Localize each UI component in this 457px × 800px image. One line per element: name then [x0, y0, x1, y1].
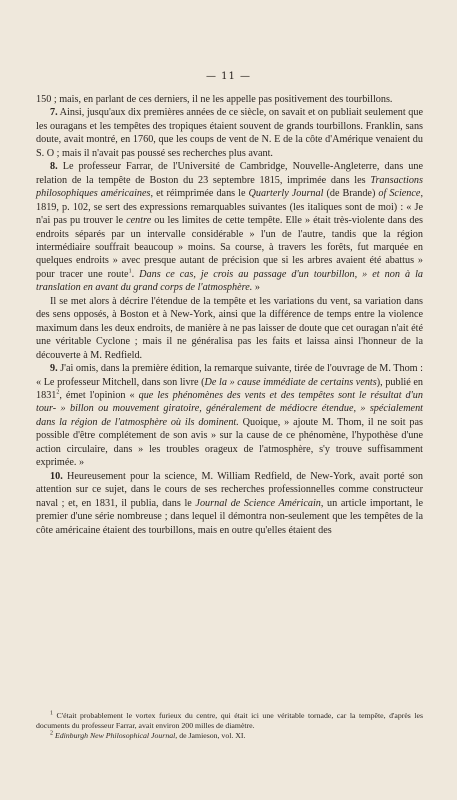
footnote-1 — [36, 711, 423, 731]
footnote-2 — [36, 731, 423, 741]
paragraph-text: » — [252, 282, 260, 294]
paragraph-7 — [36, 106, 423, 160]
paragraph-continuation — [36, 93, 423, 106]
paragraph-text: Ainsi, jusqu'aux dix premières années de ce siècle, on savait et on publiait seulement que les ouragans et les tempêtes des tropiques étaient souvent de grands tourbillons. Franklin, sans doute, avait montré, en 1760, que les coups de vent de N. E de la côte d'Amérique venaient du S. O ; mais il n'avait pas poussé ses recherches plus avant. — [36, 107, 423, 159]
footnotes — [36, 711, 423, 741]
paragraph-text: 150 ; mais, en parlant de ces derniers, il ne les appelle pas positivement des tourbillons. — [36, 94, 393, 105]
italic-title: De la » cause immédiate de certains vents — [204, 376, 377, 388]
italic-title: Quarterly Journal — [248, 188, 324, 200]
italic-quote: Dans ce cas, je crois au passage d'un tourbillon, » et non à la translation en avant du grand corps de l'atmosphère. — [36, 268, 424, 294]
paragraph-text: , 1819, p. 102, se sert des expressions remarquables suivantes (les italiques sont de moi) : « Je n'ai pas pu trouver le — [36, 188, 423, 227]
footnote-marker: 1 — [50, 710, 53, 717]
paragraph-10 — [36, 470, 423, 537]
paragraph-text: ), publié en 1831 — [36, 376, 423, 401]
paragraph-text: ou les limites de cette tempête. Elle » était très-violente dans des endroits séparés par un intervalle considérable » l'un de l'autre, tandis que la région intermédiaire souffrait beaucoup » moins. Sa course, à travers les forêts, fut marquée en quelques endroits » avec presque autant de précision que si les arbres avaient été abattus » pour tracer une route — [36, 215, 423, 280]
paragraph-text: , et réimprimée dans le — [150, 188, 249, 200]
italic-title: Journal de Science Américain — [195, 497, 321, 509]
footnote-ref[interactable]: 2 — [56, 389, 60, 396]
footnote-text: C'était probablement le vortex furieux du centre, qui était ici une véritable tornade, car la tempête, d'après les documents du professeur Farrar, avait environ 200 milles de diamètre. — [36, 711, 423, 730]
paragraph-8 — [36, 160, 423, 295]
footnote-marker: 2 — [50, 730, 53, 737]
italic-title: Transactions philosophiques américaines — [36, 174, 423, 200]
paragraph-9 — [36, 362, 423, 470]
body-text — [36, 93, 423, 537]
paragraph-text: (de Brande) — [323, 188, 379, 200]
paragraph-text: , émet l'opinion « — [59, 389, 139, 401]
footnote-text: , de Jamieson, vol. XI. — [175, 731, 246, 740]
paragraph-number: 9. — [50, 363, 58, 375]
paragraph-text: . — [131, 268, 140, 280]
italic-word: centre — [126, 215, 152, 227]
footnote-title: Edinburgh New Philosophical Journal — [53, 731, 176, 740]
paragraph-text: Le professeur Farrar, de l'Université de Cambridge, Nouvelle-Angleterre, dans une relation de la tempête de Boston du 23 septembre 1815, imprimée dans les — [36, 161, 423, 186]
paragraph-text: , un article important, le premier d'une série nombreuse ; dans lequel il démontra non-seulement que les tempêtes de la côte américaine étaient des tourbillons, mais en outre qu'elles étaient des — [36, 497, 423, 536]
paragraph-text: J'ai omis, dans la première édition, la remarque suivante, tirée de l'ouvrage de M. Thom : « Le professeur Mitchell, dans son livre ( — [36, 363, 423, 388]
footnote-ref[interactable]: 1 — [128, 268, 132, 275]
page-number: — 11 — — [205, 71, 252, 82]
italic-title: of Science — [378, 188, 421, 200]
paragraph-number: 8. — [50, 161, 58, 173]
paragraph-number: 10. — [50, 470, 63, 482]
paragraph-number: 7. — [50, 107, 58, 119]
paragraph-text: Heureusement pour la science, M. William Redfield, de New-York, avait porté son attention sur ce sujet, dans le cours de ses recherches professionnelles comme constructeur naval ; et, en 1831, il publia, dans le — [36, 470, 423, 509]
paragraph-8-continued — [36, 295, 423, 362]
paragraph-text: Quoique, » ajoute M. Thom, il ne soit pas possible d'être complétement de son avis » sur la cause de ce phénomène, l'hypothèse d'une action circulaire, dans » les troubles orageux de l'atmosphère, s'y trouve suffisamment exprimée. » — [36, 416, 423, 469]
italic-quote: que les phénomènes des vents et des tempêtes sont le résultat d'un tour- » billon ou mouvement giratoire, généralement de médiocre étendue, » spécialement dans la région de l'atmosphère où ils dominent. — [36, 389, 423, 428]
paragraph-text: Il se met alors à décrire l'étendue de la tempête et les variations du vent, sa variation dans des sens opposés, à Boston et à New-York, ainsi que la différence de temps entre la violence maximum dans les deux endroits, de manière à ne pas laisser de doute que cet ouragan n'ait été une véritable Cyclone ; mais il ne généralisa pas les faits et laissa ainsi l'honneur de la découverte à M. Redfield. — [36, 295, 423, 361]
